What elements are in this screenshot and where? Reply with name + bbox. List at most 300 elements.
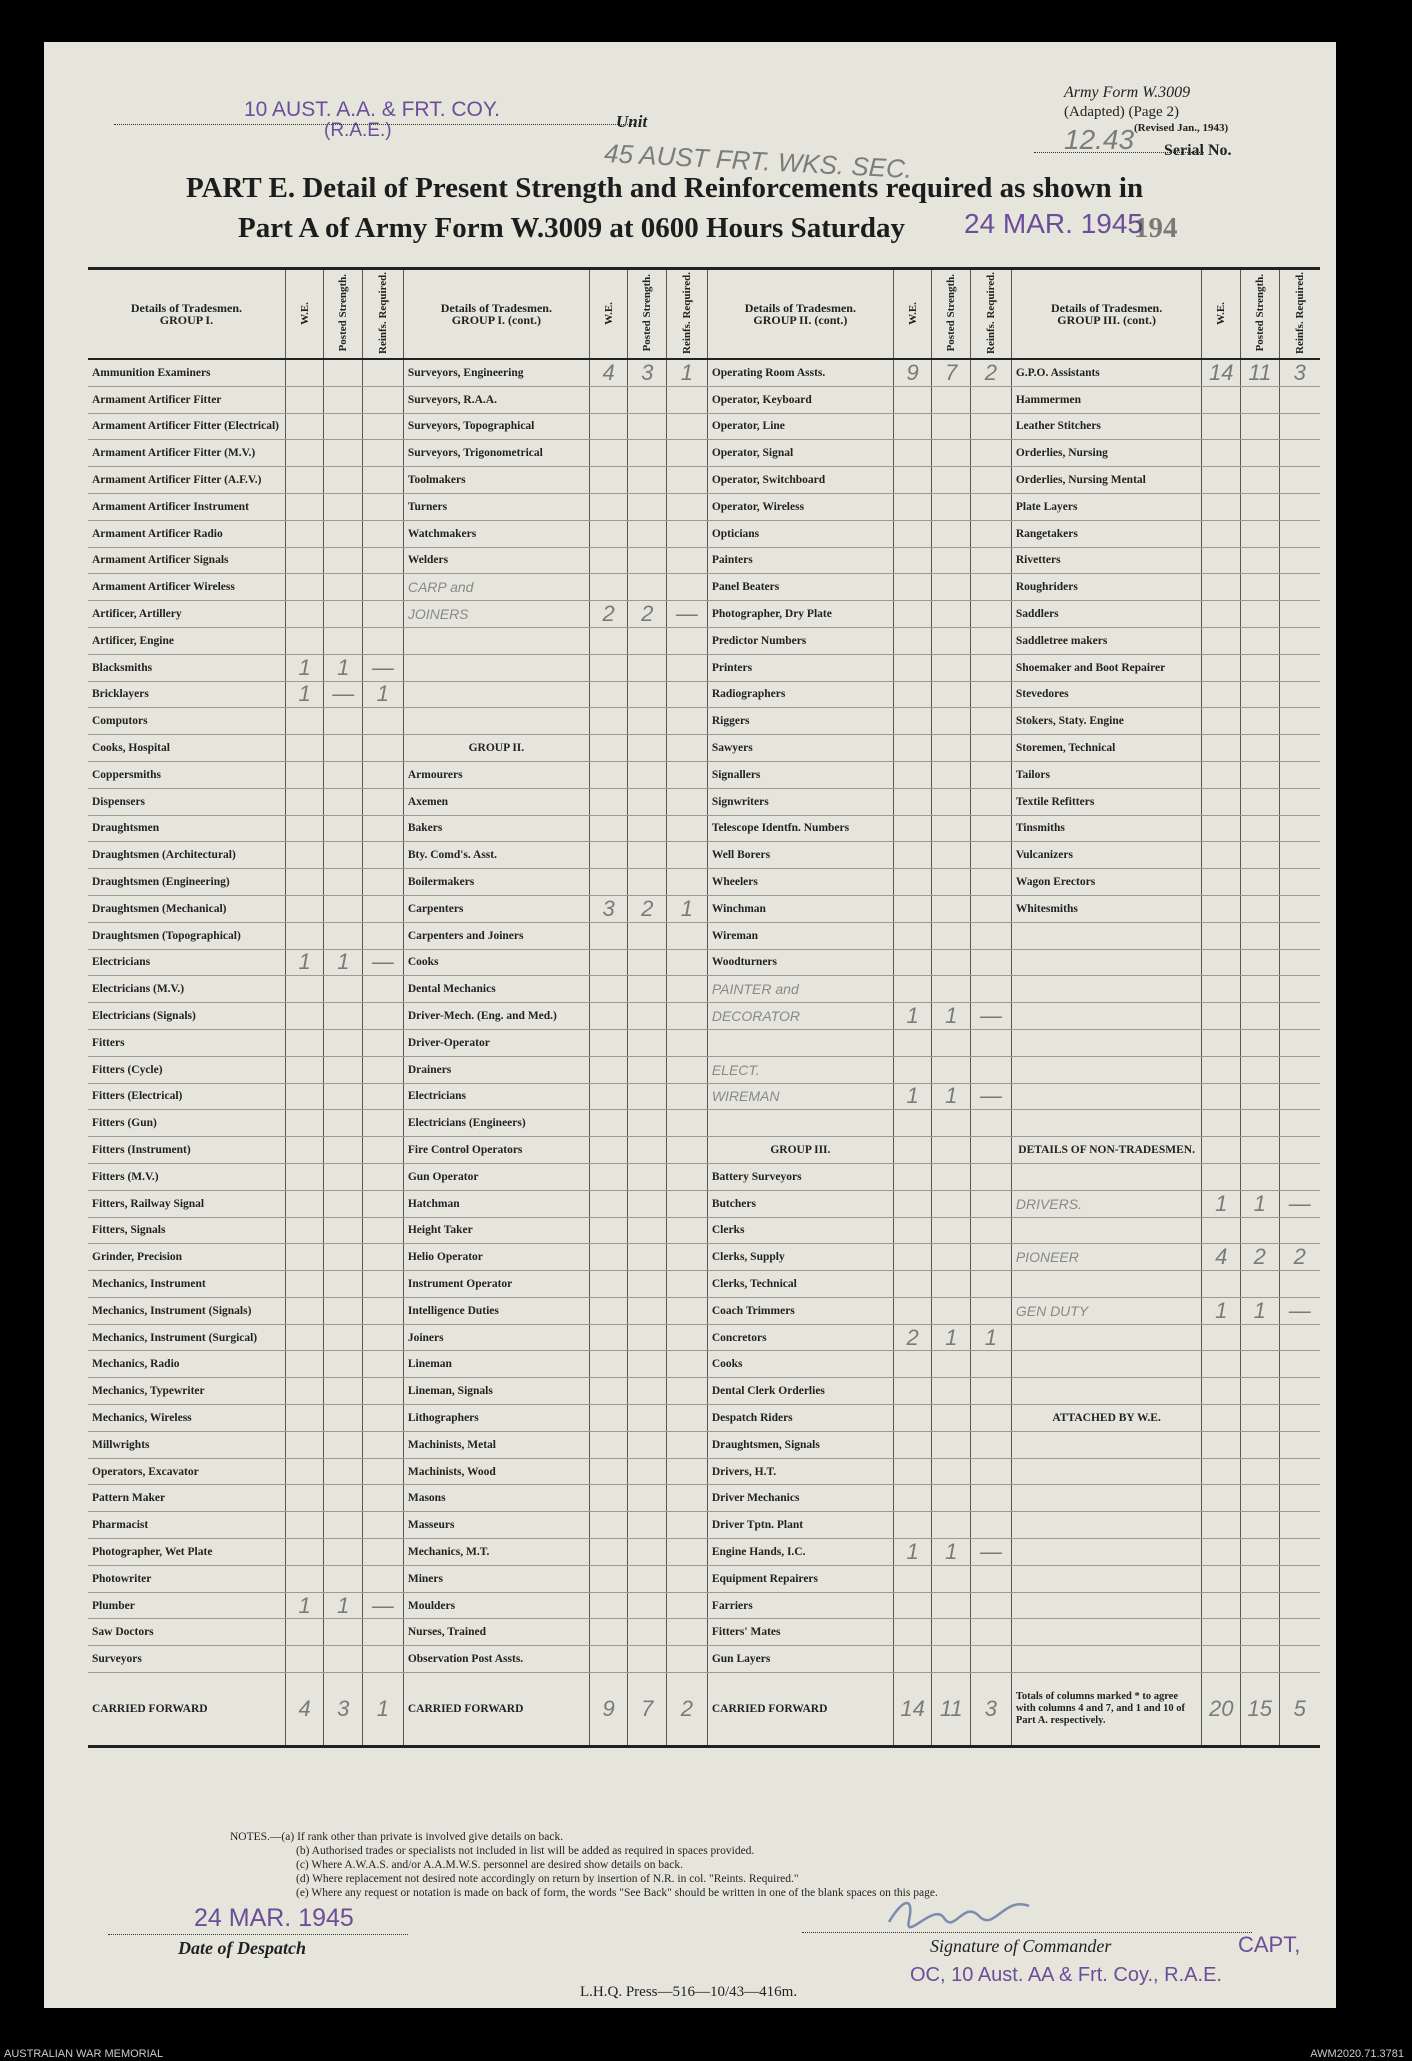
signature-line (802, 1932, 1252, 1933)
count-cell (932, 1351, 971, 1378)
count-cell (628, 1029, 667, 1056)
count-cell: 11 (1240, 359, 1279, 386)
trade-label: Armament Artificer Fitter (A.F.V.) (88, 467, 285, 494)
count-cell (971, 1110, 1012, 1137)
count-cell (1240, 1485, 1279, 1512)
count-cell (893, 681, 932, 708)
count-cell (1240, 1324, 1279, 1351)
count-cell (1279, 1110, 1320, 1137)
count-cell (932, 520, 971, 547)
count-cell (363, 1137, 404, 1164)
count-cell (628, 708, 667, 735)
count-cell (971, 1244, 1012, 1271)
count-cell (628, 1539, 667, 1566)
count-cell (1202, 735, 1241, 762)
trade-label: Armourers (403, 761, 589, 788)
count-cell: 3 (628, 359, 667, 386)
count-cell (1202, 1565, 1241, 1592)
trade-label: Orderlies, Nursing (1011, 440, 1202, 467)
table-row (88, 1646, 1320, 1673)
trade-label (1011, 1619, 1202, 1646)
count-cell (667, 815, 708, 842)
count-cell (324, 1217, 363, 1244)
count-cell: 2 (628, 895, 667, 922)
count-cell (589, 922, 628, 949)
trade-label (1011, 1646, 1202, 1673)
count-cell (1202, 386, 1241, 413)
carried-forward-row: CARRIED FORWARD 4 3 1 CARRIED FORWARD 9 7 2 CARRIED FORWARD 14 11 3 Totals of columns marked * to agree with columns 4 and 7, and 1 and 10 of Part A. respectively. 20 15 5 (88, 1673, 1320, 1747)
count-cell (363, 1485, 404, 1512)
trade-label: Grinder, Precision (88, 1244, 285, 1271)
count-cell (932, 574, 971, 601)
count-cell (893, 1137, 932, 1164)
count-cell (893, 520, 932, 547)
count-cell: 1 (1240, 1190, 1279, 1217)
trade-label: Helio Operator (403, 1244, 589, 1271)
count-cell (1279, 493, 1320, 520)
count-cell (589, 1271, 628, 1298)
count-cell (893, 1163, 932, 1190)
count-cell (324, 761, 363, 788)
count-cell (1279, 627, 1320, 654)
count-cell (628, 1190, 667, 1217)
trade-label: Blacksmiths (88, 654, 285, 681)
trade-label: PIONEER (1011, 1244, 1202, 1271)
count-cell: 1 (667, 895, 708, 922)
count-cell (893, 869, 932, 896)
count-cell (1240, 574, 1279, 601)
trade-label: Operator, Keyboard (707, 386, 893, 413)
trade-label: Cooks (403, 949, 589, 976)
count-cell (628, 1485, 667, 1512)
count-cell (893, 1110, 932, 1137)
count-cell (363, 1029, 404, 1056)
count-cell (324, 1244, 363, 1271)
trade-label: DECORATOR (707, 1003, 893, 1030)
count-cell (363, 1619, 404, 1646)
count-cell (628, 681, 667, 708)
count-cell (667, 1539, 708, 1566)
table-row (88, 1003, 1320, 1030)
trade-label: Hammermen (1011, 386, 1202, 413)
count-cell: 1 (285, 1592, 324, 1619)
table-row (88, 1244, 1320, 1271)
count-cell (285, 1646, 324, 1673)
count-cell (363, 1244, 404, 1271)
table-row (88, 842, 1320, 869)
count-cell (893, 815, 932, 842)
count-cell (324, 1619, 363, 1646)
count-cell (932, 1244, 971, 1271)
count-cell (1202, 1539, 1241, 1566)
count-cell: 1 (324, 654, 363, 681)
count-cell (285, 1110, 324, 1137)
trade-label: Lithographers (403, 1405, 589, 1432)
trade-label (1011, 1592, 1202, 1619)
table-row (88, 1539, 1320, 1566)
trade-label: Turners (403, 493, 589, 520)
count-cell: 1 (285, 949, 324, 976)
count-cell (932, 895, 971, 922)
count-cell (363, 440, 404, 467)
count-cell (667, 922, 708, 949)
count-cell (1279, 788, 1320, 815)
count-cell (971, 386, 1012, 413)
trade-label: Coppersmiths (88, 761, 285, 788)
count-cell: 1 (324, 949, 363, 976)
count-cell (363, 761, 404, 788)
count-cell (932, 1646, 971, 1673)
count-cell: 1 (285, 654, 324, 681)
count-cell (589, 735, 628, 762)
count-cell (363, 493, 404, 520)
trade-label: Dental Clerk Orderlies (707, 1378, 893, 1405)
count-cell (1240, 654, 1279, 681)
trade-label: DETAILS OF NON-TRADESMEN. (1011, 1137, 1202, 1164)
trade-label: Carpenters and Joiners (403, 922, 589, 949)
count-cell (285, 1405, 324, 1432)
count-cell (285, 1458, 324, 1485)
count-cell (893, 1190, 932, 1217)
count-cell (285, 815, 324, 842)
count-cell (285, 1029, 324, 1056)
count-cell (589, 440, 628, 467)
count-cell (589, 1190, 628, 1217)
group1-cont-header: Details of Tradesmen. GROUP I. (cont.) (403, 269, 589, 360)
count-cell (285, 1190, 324, 1217)
count-cell (1202, 1271, 1241, 1298)
table-row (88, 1217, 1320, 1244)
count-cell (971, 815, 1012, 842)
trade-label: Painters (707, 547, 893, 574)
count-cell: 3 (1279, 359, 1320, 386)
count-cell (324, 922, 363, 949)
count-cell (363, 1458, 404, 1485)
count-cell (932, 708, 971, 735)
trade-label: Saddlers (1011, 601, 1202, 628)
count-cell: — (363, 949, 404, 976)
count-cell (285, 976, 324, 1003)
count-cell (1202, 895, 1241, 922)
trade-label: Electricians (403, 1083, 589, 1110)
count-cell (1202, 1512, 1241, 1539)
count-cell (589, 1458, 628, 1485)
signature-label: Signature of Commander (930, 1936, 1112, 1956)
serial-label: Serial No. (1164, 142, 1232, 159)
count-cell (1202, 547, 1241, 574)
trade-label: Woodturners (707, 949, 893, 976)
table-row (88, 1190, 1320, 1217)
trade-label: Dental Mechanics (403, 976, 589, 1003)
count-cell: — (1279, 1297, 1320, 1324)
count-cell (1279, 1351, 1320, 1378)
trade-label (1011, 1351, 1202, 1378)
count-cell (1240, 493, 1279, 520)
trade-label: Electricians (M.V.) (88, 976, 285, 1003)
despatch-line (108, 1934, 408, 1935)
count-cell (1279, 708, 1320, 735)
count-cell (971, 1190, 1012, 1217)
count-cell: 1 (932, 1083, 971, 1110)
trade-label (1011, 1485, 1202, 1512)
count-cell (324, 1324, 363, 1351)
count-cell (363, 976, 404, 1003)
table-row (88, 386, 1320, 413)
count-cell (1240, 1405, 1279, 1432)
trade-label: Armament Artificer Instrument (88, 493, 285, 520)
trade-label: Fire Control Operators (403, 1137, 589, 1164)
count-cell (628, 1378, 667, 1405)
count-cell (971, 1378, 1012, 1405)
count-cell (628, 547, 667, 574)
table-row (88, 1137, 1320, 1164)
count-cell (285, 788, 324, 815)
trade-label (1011, 1029, 1202, 1056)
count-cell (363, 1190, 404, 1217)
trade-label: Operators, Excavator (88, 1458, 285, 1485)
count-cell (324, 1431, 363, 1458)
count-cell (589, 761, 628, 788)
trade-label: Plumber (88, 1592, 285, 1619)
trade-label: Shoemaker and Boot Repairer (1011, 654, 1202, 681)
count-cell (285, 1297, 324, 1324)
count-cell (667, 1324, 708, 1351)
trade-label: Fitters (88, 1029, 285, 1056)
trade-label: Fitters (Electrical) (88, 1083, 285, 1110)
count-cell: — (971, 1083, 1012, 1110)
count-cell: 2 (1279, 1244, 1320, 1271)
trade-label: Fitters (Instrument) (88, 1137, 285, 1164)
count-cell (932, 1217, 971, 1244)
table-row (88, 440, 1320, 467)
unit-line (114, 124, 634, 125)
trade-label: Armament Artificer Signals (88, 547, 285, 574)
count-cell (589, 627, 628, 654)
count-cell (971, 413, 1012, 440)
count-cell (363, 735, 404, 762)
count-cell (589, 681, 628, 708)
count-cell (932, 1163, 971, 1190)
count-cell (363, 467, 404, 494)
count-cell (932, 1431, 971, 1458)
count-cell (971, 842, 1012, 869)
count-cell (1240, 467, 1279, 494)
trade-label: Armament Artificer Radio (88, 520, 285, 547)
count-cell (971, 1271, 1012, 1298)
count-cell (363, 627, 404, 654)
trade-label: Surveyors (88, 1646, 285, 1673)
count-cell (1202, 869, 1241, 896)
count-cell (363, 788, 404, 815)
trade-label: Cooks, Hospital (88, 735, 285, 762)
count-cell (667, 654, 708, 681)
count-cell: 9 (893, 359, 932, 386)
count-cell (1202, 708, 1241, 735)
trade-label: Operator, Line (707, 413, 893, 440)
count-cell (1279, 1458, 1320, 1485)
count-cell: 1 (1202, 1190, 1241, 1217)
count-cell (285, 574, 324, 601)
table-row (88, 520, 1320, 547)
count-cell (628, 735, 667, 762)
trade-label (403, 708, 589, 735)
trade-label: Leather Stitchers (1011, 413, 1202, 440)
count-cell (893, 386, 932, 413)
count-cell (324, 359, 363, 386)
count-cell (971, 601, 1012, 628)
count-cell (1279, 1003, 1320, 1030)
count-cell (324, 574, 363, 601)
trade-label: Observation Post Assts. (403, 1646, 589, 1673)
count-cell (628, 386, 667, 413)
count-cell (1279, 949, 1320, 976)
count-cell (589, 1244, 628, 1271)
table-row (88, 654, 1320, 681)
count-cell (1279, 601, 1320, 628)
count-cell (628, 922, 667, 949)
count-cell (324, 842, 363, 869)
trade-label: Clerks, Supply (707, 1244, 893, 1271)
count-cell: — (363, 654, 404, 681)
trade-label: Saw Doctors (88, 1619, 285, 1646)
count-cell (363, 547, 404, 574)
count-cell (667, 1110, 708, 1137)
count-cell (324, 1056, 363, 1083)
count-cell (1240, 1056, 1279, 1083)
count-cell (628, 440, 667, 467)
trade-label: Rivetters (1011, 547, 1202, 574)
trade-label (403, 654, 589, 681)
rank-stamp: CAPT, (1238, 1932, 1301, 1957)
count-cell (971, 761, 1012, 788)
count-cell (1279, 1378, 1320, 1405)
title-year: 194 (1134, 212, 1178, 244)
count-cell (893, 1271, 932, 1298)
table-row (88, 815, 1320, 842)
count-cell (1240, 1646, 1279, 1673)
count-cell (1202, 520, 1241, 547)
count-cell (1279, 1619, 1320, 1646)
trade-label: Mechanics, Radio (88, 1351, 285, 1378)
count-cell (285, 1056, 324, 1083)
count-cell: 1 (971, 1324, 1012, 1351)
count-cell: 7 (932, 359, 971, 386)
count-cell (893, 413, 932, 440)
table-row (88, 1324, 1320, 1351)
count-cell (893, 574, 932, 601)
trade-label: Masseurs (403, 1512, 589, 1539)
trade-label (1011, 1083, 1202, 1110)
count-cell (893, 1592, 932, 1619)
trade-label (1011, 1565, 1202, 1592)
trade-label: Hatchman (403, 1190, 589, 1217)
count-cell: 1 (363, 681, 404, 708)
count-cell (667, 1137, 708, 1164)
trade-label: Instrument Operator (403, 1271, 589, 1298)
count-cell (628, 654, 667, 681)
trade-label: Operator, Signal (707, 440, 893, 467)
count-cell (589, 654, 628, 681)
table-row (88, 735, 1320, 762)
count-cell (893, 1244, 932, 1271)
count-cell (1279, 1029, 1320, 1056)
count-cell (324, 1163, 363, 1190)
trade-label (1011, 1217, 1202, 1244)
count-cell (324, 1271, 363, 1298)
count-cell (893, 547, 932, 574)
count-cell (324, 627, 363, 654)
count-cell (893, 1431, 932, 1458)
trade-label: Radiographers (707, 681, 893, 708)
count-cell (667, 1458, 708, 1485)
count-cell (285, 467, 324, 494)
count-cell (363, 895, 404, 922)
table-row (88, 1512, 1320, 1539)
trade-label: Panel Beaters (707, 574, 893, 601)
count-cell: 1 (285, 681, 324, 708)
trade-label: Surveyors, Trigonometrical (403, 440, 589, 467)
count-cell (285, 547, 324, 574)
count-cell (1202, 1378, 1241, 1405)
trade-label: Signallers (707, 761, 893, 788)
trade-label: Height Taker (403, 1217, 589, 1244)
count-cell (589, 1137, 628, 1164)
count-cell (1240, 1271, 1279, 1298)
count-cell (667, 1431, 708, 1458)
trade-label: Draughtsmen (Mechanical) (88, 895, 285, 922)
trade-label: Moulders (403, 1592, 589, 1619)
count-cell (932, 1029, 971, 1056)
trade-label: Lineman, Signals (403, 1378, 589, 1405)
trade-label (1011, 1163, 1202, 1190)
trade-label: PAINTER and (707, 976, 893, 1003)
trade-label: Battery Surveyors (707, 1163, 893, 1190)
count-cell (324, 493, 363, 520)
trade-label (1011, 1458, 1202, 1485)
trade-label: Clerks, Technical (707, 1271, 893, 1298)
count-cell (285, 386, 324, 413)
count-cell (324, 1003, 363, 1030)
count-cell (285, 1163, 324, 1190)
count-cell (667, 1512, 708, 1539)
trade-label: Wagon Erectors (1011, 869, 1202, 896)
count-cell (324, 976, 363, 1003)
count-cell (1240, 842, 1279, 869)
count-cell (1240, 708, 1279, 735)
table-row (88, 547, 1320, 574)
count-cell (1202, 949, 1241, 976)
count-cell (893, 976, 932, 1003)
count-cell (932, 949, 971, 976)
count-cell (667, 761, 708, 788)
count-cell (971, 735, 1012, 762)
count-cell (324, 1378, 363, 1405)
count-cell (324, 467, 363, 494)
trade-label: Armament Artificer Fitter (88, 386, 285, 413)
count-cell (628, 1163, 667, 1190)
count-cell (1202, 467, 1241, 494)
count-cell (1202, 1405, 1241, 1432)
trade-label: Saddletree makers (1011, 627, 1202, 654)
count-cell (667, 1083, 708, 1110)
trade-label: Mechanics, Instrument (88, 1271, 285, 1298)
count-cell (1240, 440, 1279, 467)
count-cell (628, 1431, 667, 1458)
count-cell (324, 1512, 363, 1539)
count-cell (589, 1378, 628, 1405)
trade-label: Draughtsmen (88, 815, 285, 842)
count-cell (893, 1565, 932, 1592)
